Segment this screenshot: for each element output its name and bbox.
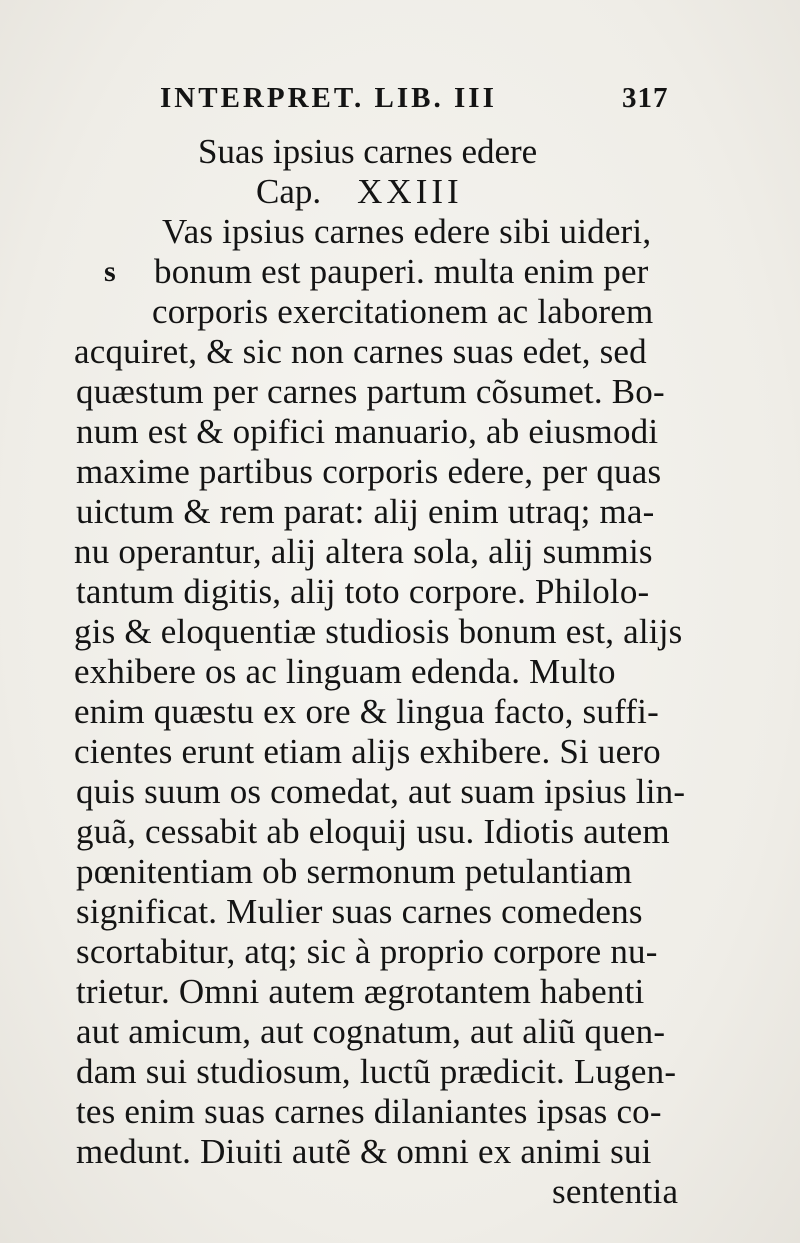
chapter-title: Suas ipsius carnes edere — [198, 132, 538, 171]
text-line: pœnitentiam ob sermonum petulantiam — [76, 852, 633, 891]
page-number: 317 — [622, 82, 669, 114]
text-line: Vas ipsius carnes edere sibi uideri, — [162, 212, 652, 251]
text-line: tes enim suas carnes dilaniantes ipsas co- — [76, 1092, 662, 1131]
text-line: trietur. Omni autem ægrotantem habenti — [76, 972, 645, 1011]
text-line: quæstum per carnes partum cõsumet. Bo- — [76, 372, 665, 411]
text-line: dam sui studiosum, luctũ prædicit. Lugen- — [76, 1052, 677, 1091]
text-line: bonum est pauperi. multa enim per — [154, 252, 649, 291]
text-line: scortabitur, atq; sic à proprio corpore nu- — [76, 932, 658, 971]
text-line: corporis exercitationem ac laborem — [152, 292, 654, 331]
chapter-number: XXIII — [357, 172, 463, 211]
signature-mark: s — [104, 255, 116, 288]
text-line: quis suum os comedat, aut suam ipsius lin- — [76, 772, 686, 811]
text-line: medunt. Diuiti autẽ & omni ex animi sui — [76, 1132, 652, 1171]
running-head: INTERPRET. LIB. III — [160, 82, 497, 114]
text-line: maxime partibus corporis edere, per quas — [76, 452, 662, 491]
text-line: guã, cessabit ab eloquij usu. Idiotis autem — [76, 812, 670, 851]
text-line: nu operantur, alij altera sola, alij summis — [74, 532, 653, 571]
text-line: num est & opifici manuario, ab eiusmodi — [76, 412, 659, 451]
text-line: aut amicum, aut cognatum, aut aliũ quen- — [76, 1012, 666, 1051]
chapter-label: Cap. — [256, 172, 322, 211]
text-line: cientes erunt etiam alijs exhibere. Si uero — [74, 732, 661, 771]
text-line: enim quæstu ex ore & lingua facto, suffi- — [74, 692, 659, 731]
chapter-heading — [256, 172, 463, 212]
text-line: gis & eloquentiæ studiosis bonum est, alijs — [74, 612, 683, 651]
text-line: exhibere os ac linguam edenda. Multo — [74, 652, 616, 691]
text-line: significat. Mulier suas carnes comedens — [76, 892, 643, 931]
text-line: acquiret, & sic non carnes suas edet, sed — [74, 332, 647, 371]
page-header — [160, 78, 720, 122]
catchword: sententia — [552, 1172, 679, 1211]
text-line: tantum digitis, alij toto corpore. Philolo- — [76, 572, 650, 611]
text-line: uictum & rem parat: alij enim utraq; ma- — [76, 492, 655, 531]
